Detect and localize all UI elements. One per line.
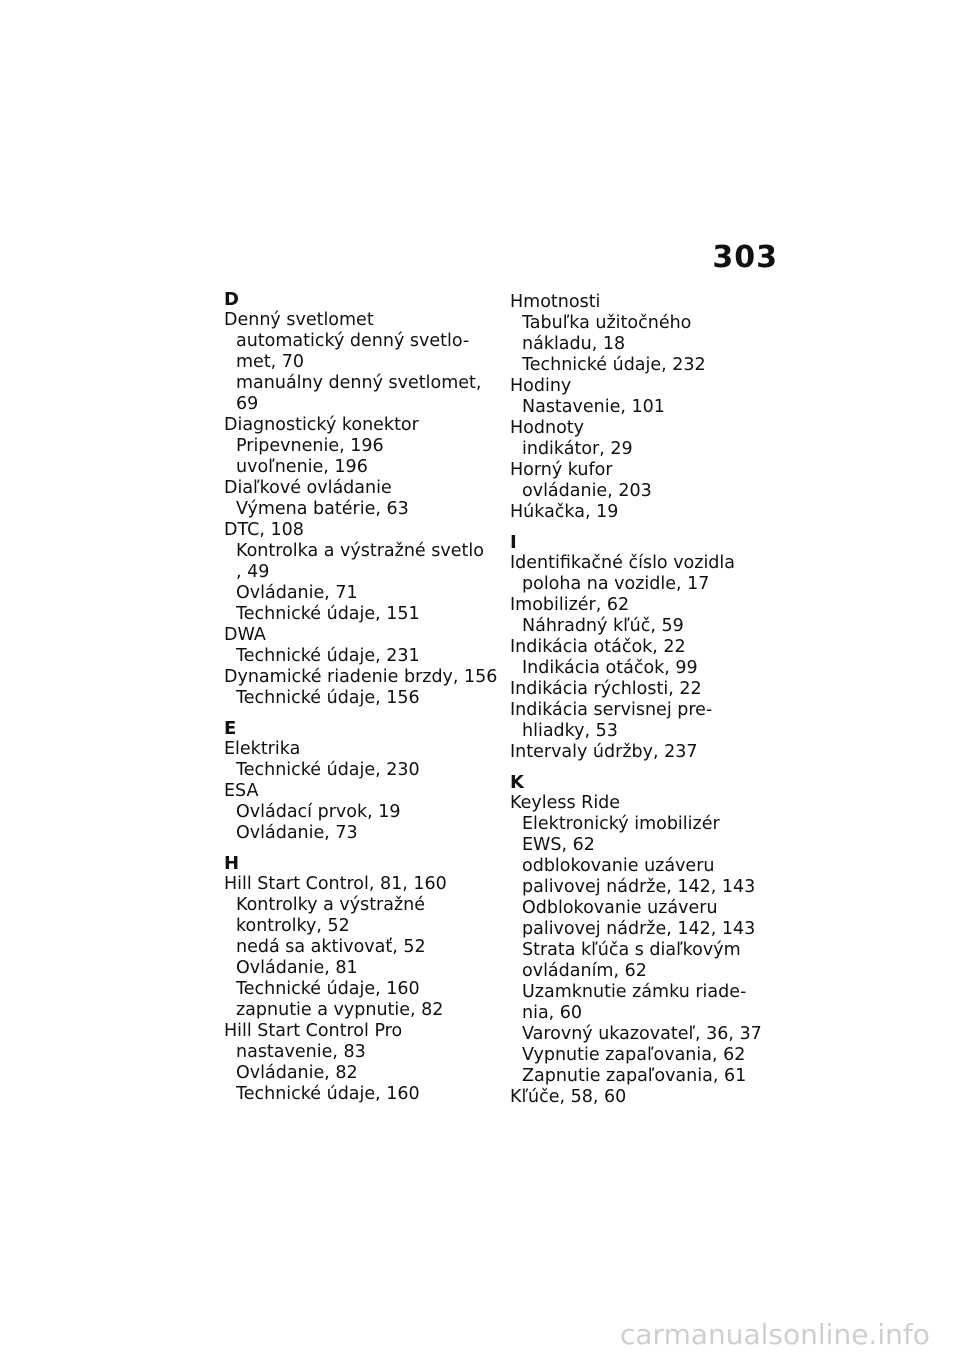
index-subentry: poloha na vozidle, 17 [522, 574, 710, 594]
index-entry [224, 781, 499, 844]
index-subentry: , 49 [236, 562, 270, 582]
index-column-left [224, 289, 499, 1117]
index-entry [510, 376, 770, 418]
index-entry [510, 418, 770, 460]
index-subentry: Ovládanie, 71 [236, 583, 358, 603]
section-letter: D [224, 289, 239, 310]
index-subentry: hliadky, 53 [522, 721, 618, 741]
index-subentry: EWS, 62 [522, 835, 595, 855]
index-entry [224, 625, 499, 667]
index-entry-main: Elektrika [224, 739, 301, 759]
index-entry-main: Indikácia servisnej pre- [510, 700, 713, 720]
index-subentry: palivovej nádrže, 142, 143 [522, 919, 756, 939]
index-subentry: Nastavenie, 101 [522, 397, 665, 417]
index-subentry: Ovládací prvok, 19 [236, 802, 401, 822]
index-subentry: Technické údaje, 231 [236, 646, 420, 666]
index-entry [224, 415, 499, 478]
index-subentry: Technické údaje, 156 [236, 688, 420, 708]
index-entry-main: Horný kufor [510, 460, 613, 480]
index-subentry: nia, 60 [522, 1003, 583, 1023]
index-entry [510, 292, 770, 376]
watermark-footer: carmanualsonline.info [620, 1318, 930, 1351]
index-entry [510, 553, 770, 595]
index-entry-main: ESA [224, 781, 259, 801]
index-subentry: kontrolky, 52 [236, 916, 350, 936]
index-entry [224, 1021, 499, 1105]
index-section [510, 532, 770, 763]
index-entry [510, 460, 770, 502]
index-entry-main: DTC, 108 [224, 520, 304, 540]
index-entry-main: Hmotnosti [510, 292, 601, 312]
page-number: 303 [712, 240, 778, 275]
index-section [224, 289, 499, 709]
index-section [224, 853, 499, 1105]
index-entry [224, 478, 499, 520]
index-subentry: odblokovanie uzáveru [522, 856, 715, 876]
index-subentry: uvoľnenie, 196 [236, 457, 368, 477]
index-entry-main: Keyless Ride [510, 793, 621, 813]
index-entry-main: Intervaly údržby, 237 [510, 742, 698, 762]
index-entry [510, 595, 770, 637]
index-entry [510, 793, 770, 1087]
index-subentry: Technické údaje, 160 [236, 979, 420, 999]
index-subentry: Kontrolka a výstražné svetlo [236, 541, 484, 561]
section-letter: E [224, 718, 237, 739]
index-subentry: Náhradný kľúč, 59 [522, 616, 684, 636]
index-section [510, 772, 770, 1108]
index-subentry: Zapnutie zapaľovania, 61 [522, 1066, 747, 1086]
index-subentry: nastavenie, 83 [236, 1042, 366, 1062]
index-entry-main: Denný svetlomet [224, 310, 374, 330]
index-entry [224, 520, 499, 625]
index-entry [510, 1087, 770, 1108]
section-letter: K [510, 772, 524, 793]
index-subentry: Výmena batérie, 63 [236, 499, 409, 519]
index-subentry: Technické údaje, 151 [236, 604, 420, 624]
index-subentry: Technické údaje, 160 [236, 1084, 420, 1104]
index-entry [510, 502, 770, 523]
index-entry [224, 310, 499, 415]
index-subentry: Varovný ukazovateľ, 36, 37 [522, 1024, 762, 1044]
index-subentry: Pripevnenie, 196 [236, 436, 384, 456]
index-entry-main: Hodnoty [510, 418, 584, 438]
index-entry-main: Indikácia rýchlosti, 22 [510, 679, 702, 699]
section-letter: H [224, 853, 240, 874]
index-entry-main: Dynamické riadenie brzdy, 156 [224, 667, 498, 687]
index-subentry: automatický denný svetlo- [236, 331, 470, 351]
index-subentry: palivovej nádrže, 142, 143 [522, 877, 756, 897]
section-letter: I [510, 532, 517, 553]
index-subentry: manuálny denný svetlomet, 69 [236, 373, 482, 414]
index-subentry: ovládanie, 203 [522, 481, 652, 501]
index-entry [510, 700, 770, 742]
index-entry-main: Diaľkové ovládanie [224, 478, 392, 498]
index-entry [224, 667, 499, 709]
index-subentry: Ovládanie, 82 [236, 1063, 358, 1083]
index-subentry: ovládaním, 62 [522, 961, 647, 981]
index-entry-main: Identifikačné číslo vozidla [510, 553, 736, 573]
index-subentry: zapnutie a vypnutie, 82 [236, 1000, 444, 1020]
index-subentry: Kontrolky a výstražné [236, 895, 426, 915]
index-entry-main: Hill Start Control, 81, 160 [224, 874, 447, 894]
index-section [224, 718, 499, 844]
index-subentry: met, 70 [236, 352, 305, 372]
index-subentry: Technické údaje, 230 [236, 760, 420, 780]
index-entry-main: Indikácia otáčok, 22 [510, 637, 686, 657]
index-entry [510, 637, 770, 679]
index-subentry: Elektronický imobilizér [522, 814, 720, 834]
index-subentry: Indikácia otáčok, 99 [522, 658, 698, 678]
index-subentry: Vypnutie zapaľovania, 62 [522, 1045, 746, 1065]
index-subentry: Uzamknutie zámku riade- [522, 982, 747, 1002]
index-subentry: Technické údaje, 232 [522, 355, 706, 375]
index-subentry: Ovládanie, 81 [236, 958, 358, 978]
index-subentry: Ovládanie, 73 [236, 823, 358, 843]
index-entry-main: Kľúče, 58, 60 [510, 1087, 627, 1107]
index-column-right [510, 292, 770, 1120]
index-entry-main: Hodiny [510, 376, 572, 396]
index-subentry: indikátor, 29 [522, 439, 633, 459]
index-subentry: Tabuľka užitočného [522, 313, 692, 333]
index-subentry: nedá sa aktivovať, 52 [236, 937, 426, 957]
index-entry-main: Húkačka, 19 [510, 502, 619, 522]
index-entry-main: DWA [224, 625, 266, 645]
index-section [510, 292, 770, 523]
index-subentry: Odblokovanie uzáveru [522, 898, 718, 918]
index-entry [510, 679, 770, 700]
index-entry [224, 739, 499, 781]
index-entry-main: Hill Start Control Pro [224, 1021, 403, 1041]
index-entry [510, 742, 770, 763]
index-entry-main: Diagnostický konektor [224, 415, 419, 435]
index-subentry: Strata kľúča s diaľkovým [522, 940, 741, 960]
index-subentry: nákladu, 18 [522, 334, 626, 354]
index-entry [224, 874, 499, 1021]
index-entry-main: Imobilizér, 62 [510, 595, 630, 615]
